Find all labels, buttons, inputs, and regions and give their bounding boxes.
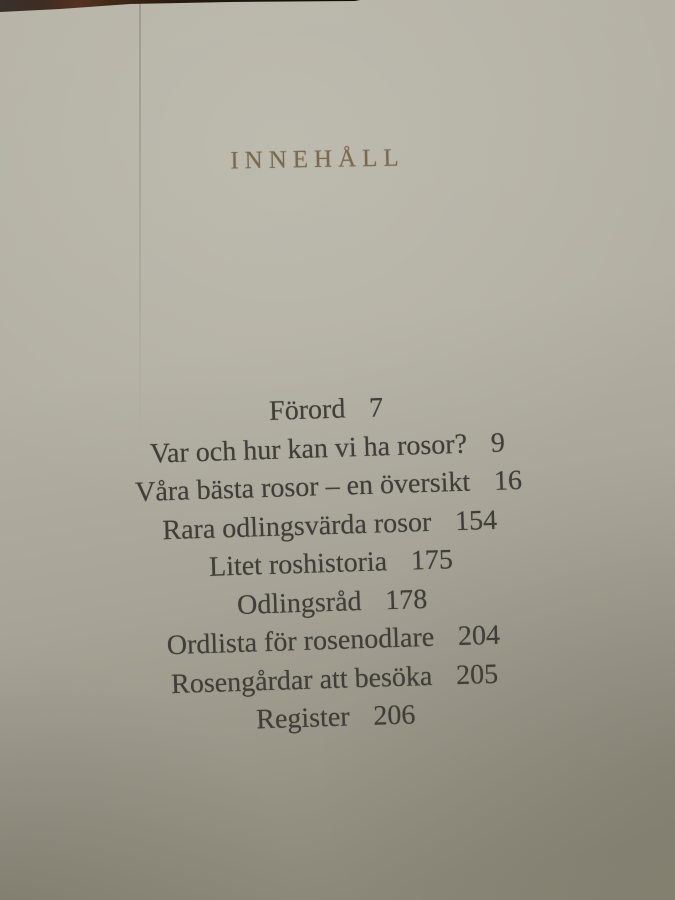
- toc-entry-title: Rosengårdar att besöka: [170, 660, 433, 700]
- toc-entry-page: 7: [368, 392, 384, 424]
- toc-entry-title: Register: [255, 701, 351, 736]
- toc-entry-page: 154: [454, 504, 498, 537]
- toc-entry-title: Förord: [268, 393, 346, 427]
- toc-entry-title: Litet roshistoria: [208, 546, 388, 583]
- toc-entry-page: 206: [372, 699, 416, 732]
- toc-entry-page: 9: [490, 426, 506, 459]
- toc-heading: INNEHÅLL: [230, 144, 405, 175]
- toc-entry-title: Ordlista för rosenodlare: [166, 621, 435, 662]
- toc-entry-page: 16: [493, 464, 523, 497]
- page-crease: [139, 0, 141, 440]
- toc-entry-title: Våra bästa rosor – en översikt: [134, 466, 471, 509]
- toc-entry-page: 204: [457, 619, 501, 653]
- toc-entry-page: 178: [384, 583, 428, 616]
- toc-entry-title: Rara odlingsvärda rosor: [161, 506, 432, 546]
- toc-list: [0, 381, 667, 748]
- toc-entry-page: 205: [455, 658, 499, 691]
- toc-entry-title: Odlingsråd: [236, 585, 362, 621]
- toc-entry-title: Var och hur kan vi ha rosor?: [149, 428, 468, 470]
- toc-entry-page: 175: [410, 544, 454, 577]
